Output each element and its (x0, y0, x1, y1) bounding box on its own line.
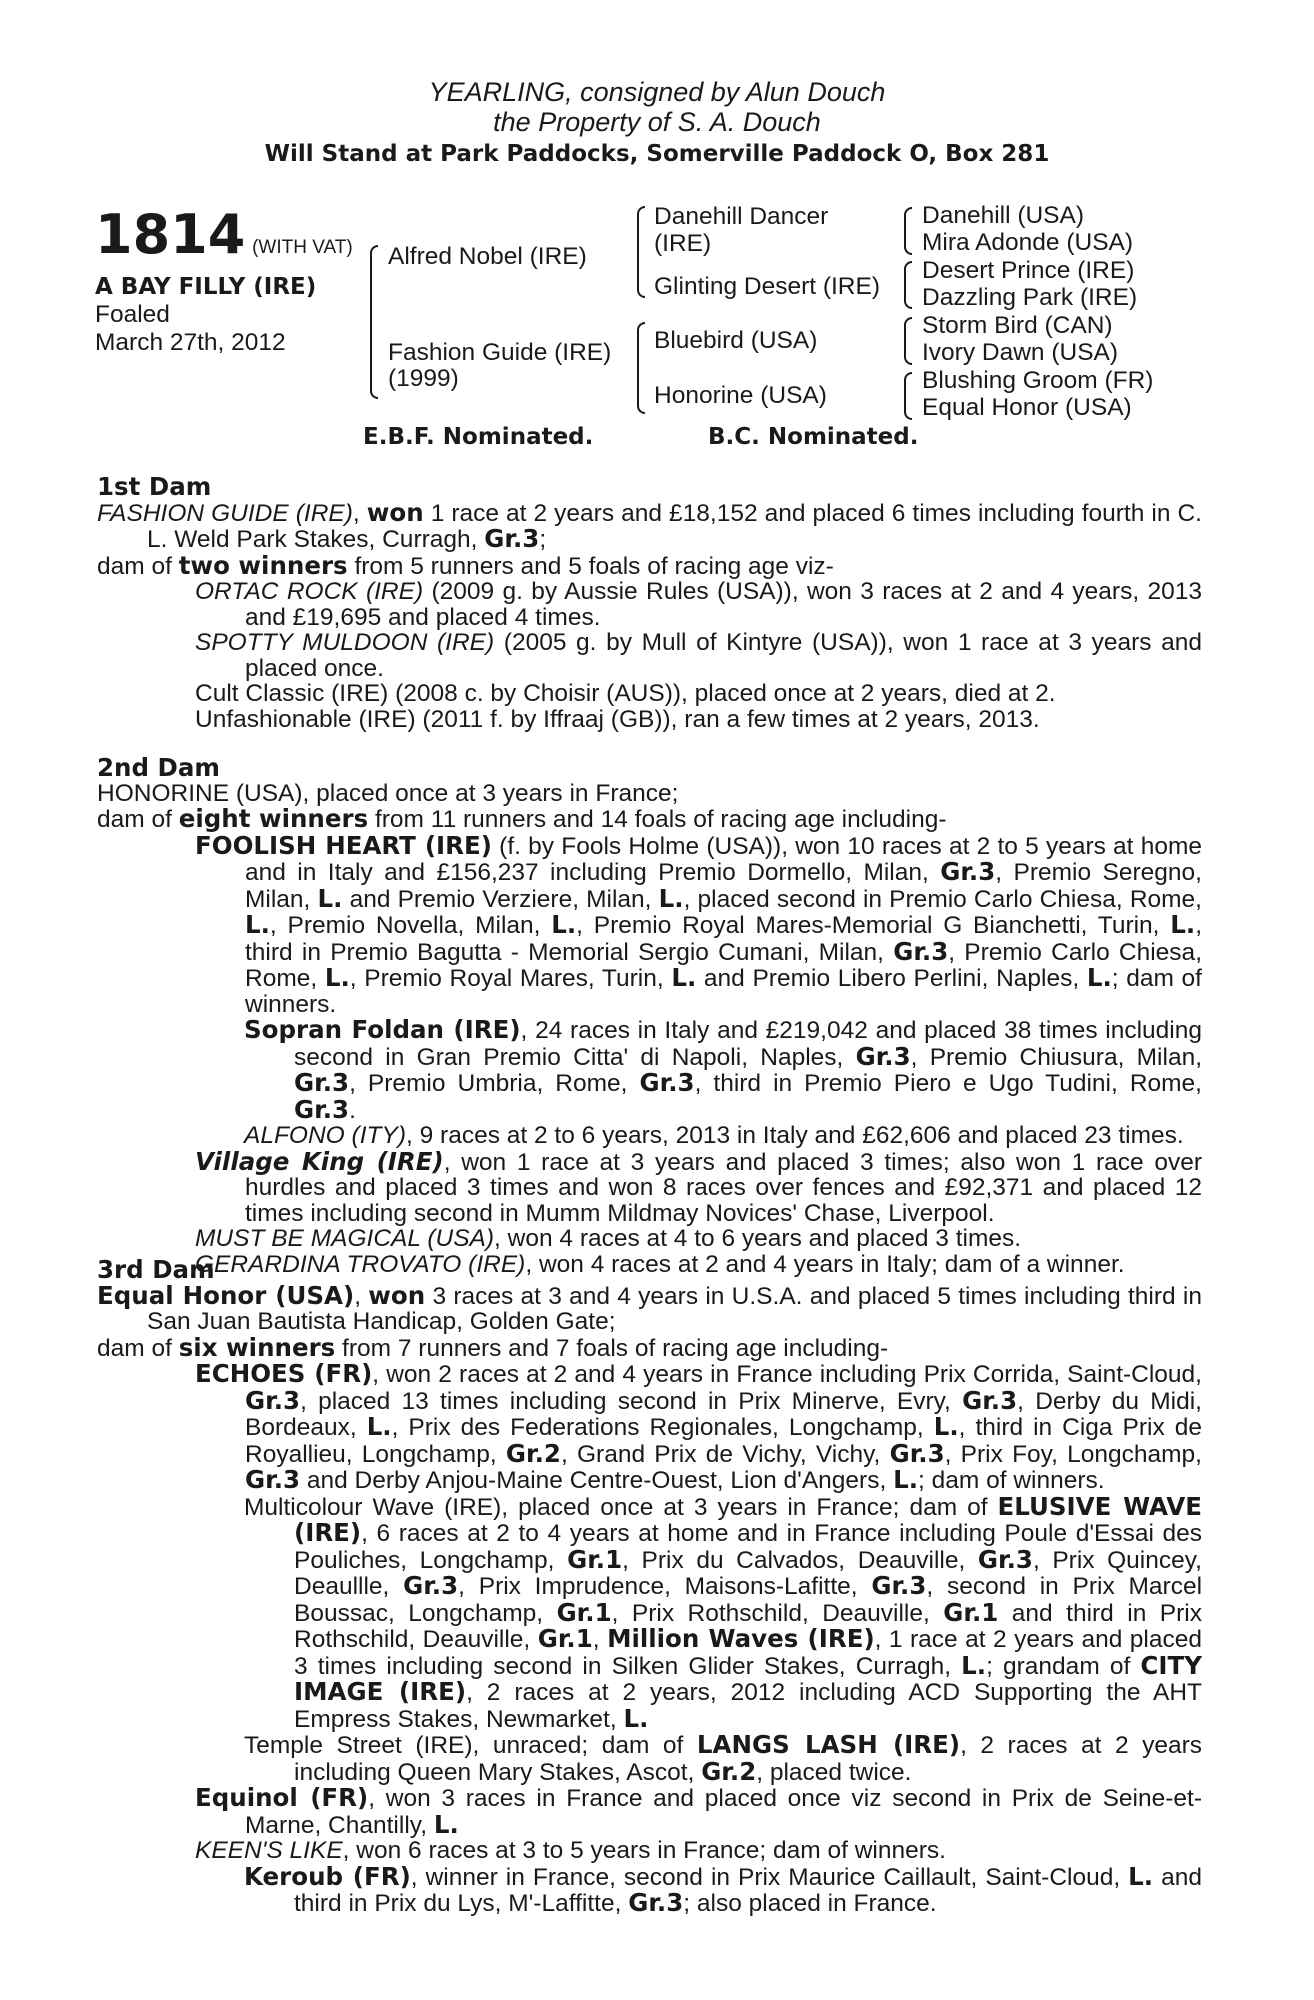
brace-g4 (904, 372, 912, 420)
lot-title: A BAY FILLY (IRE) (95, 274, 317, 300)
first-dam-produce-summary: dam of two winners from 5 runners and 5 foals of racing age viz- (97, 550, 834, 580)
produce-village-king: Village King (IRE), won 1 race at 3 years and placed 3 times; also won 1 race over hurdles and placed 3 times and won 8 races over fences and £92,371 and placed 12 times including second in Mumm Mildmay Novices' Chase, Liverpool. (195, 1146, 1202, 1227)
gs-dss: Storm Bird (CAN) (922, 312, 1113, 339)
stand-location: Will Stand at Park Paddocks, Somerville Paddock O, Box 281 (264, 141, 1050, 167)
bc-nominated: B.C. Nominated. (708, 424, 919, 450)
vat-note: (WITH VAT) (252, 237, 353, 258)
brace-g2 (904, 261, 912, 309)
pedigree-brace-dam (637, 322, 645, 414)
second-dam-record: HONORINE (USA), placed once at 3 years in France; (97, 779, 679, 807)
property-line: the Property of S. A. Douch (493, 107, 821, 137)
second-dam-section (97, 755, 1202, 1277)
lot-number: 1814 (95, 203, 246, 266)
gs-sds: Desert Prince (IRE) (922, 257, 1135, 284)
produce-echoes: ECHOES (FR), won 2 races at 2 and 4 years in France including Prix Corrida, Saint-Cloud, Gr.3, placed 13 times including second in Prix Minerve, Evry, Gr.3, Derby du Midi, Bordeaux, L., Prix des Federations Regionales, Longchamp, L., third in Ciga Prix de Royallieu, Longchamp, Gr.2, Grand Prix de Vichy, Vichy, Gr.3, Prix Foy, Longchamp, Gr.3 and Derby Anjou-Maine Centre-Ouest, Lion d'Angers, L.; dam of winners. (195, 1359, 1202, 1494)
produce-equinol: Equinol (FR), won 3 races in France and placed once viz second in Prix de Seine-et-Marne, Chantilly, L. (195, 1783, 1202, 1839)
gs-ddd: Equal Honor (USA) (922, 394, 1132, 421)
dam-sire: Bluebird (USA) (654, 327, 818, 354)
foaled-date: March 27th, 2012 (95, 329, 286, 356)
gs-sdd: Dazzling Park (IRE) (922, 284, 1138, 311)
produce-keens-like: KEEN'S LIKE, won 6 races at 3 to 5 years in France; dam of winners. (195, 1837, 946, 1864)
produce-cult-classic: Cult Classic (IRE) (2008 c. by Choisir (AUS)), placed once at 2 years, died at 2. (195, 680, 1056, 707)
sire-sire-line2: (IRE) (654, 230, 712, 257)
brace-g1 (904, 207, 912, 255)
produce-alfono: ALFONO (ITY), 9 races at 2 to 6 years, 2013 in Italy and £62,606 and placed 23 times. (244, 1122, 1184, 1149)
produce-spotty-muldoon: SPOTTY MULDOON (IRE) (2005 g. by Mull of Kintyre (USA)), won 1 race at 3 years and placed once. (195, 629, 1202, 682)
third-dam-section (97, 1257, 1202, 1917)
brace-g3 (904, 317, 912, 365)
produce-foolish-heart: FOOLISH HEART (IRE) (f. by Fools Holme (USA)), won 10 races at 2 to 5 years at home and in Italy and £156,237 including Premio Dormello, Milan, Gr.3, Premio Seregno, Milan, L. and Premio Verziere, Milan, L., placed second in Premio Carlo Chiesa, Rome, L., Premio Novella, Milan, L., Premio Royal Mares-Memorial G Bianchetti, Turin, L., third in Premio Bagutta - Memorial Sergio Cumani, Milan, Gr.3, Premio Carlo Chiesa, Rome, L., Premio Royal Mares, Turin, L. and Premio Libero Perlini, Naples, L.; dam of winners. (195, 830, 1202, 1018)
second-dam-heading: 2nd Dam (97, 753, 220, 782)
dam-line1: Fashion Guide (IRE) (388, 339, 612, 366)
third-dam-record: Equal Honor (USA), won 3 races at 3 and 4 years in U.S.A. and placed 5 times including third in San Juan Bautista Handicap, Golden Gate; (97, 1280, 1202, 1335)
produce-ortac-rock: ORTAC ROCK (IRE) (2009 g. by Aussie Rules (USA)), won 3 races at 2 and 4 years, 2013 and £19,695 and placed 4 times. (195, 578, 1202, 631)
sire-sire-line1: Danehill Dancer (654, 203, 829, 230)
sire-dam: Glinting Desert (IRE) (654, 273, 881, 300)
sire: Alfred Nobel (IRE) (388, 243, 587, 270)
produce-temple-street: Temple Street (IRE), unraced; dam of LANGS LASH (IRE), 2 races at 2 years including Queen Mary Stakes, Ascot, Gr.2, placed twice. (244, 1730, 1203, 1786)
pedigree-brace-main (370, 245, 378, 399)
gs-sss: Danehill (USA) (922, 202, 1085, 229)
dam-dam: Honorine (USA) (654, 382, 827, 409)
produce-unfashionable: Unfashionable (IRE) (2011 f. by Iffraaj (GB)), ran a few times at 2 years, 2013. (195, 705, 1040, 733)
lot-number-row (95, 203, 353, 266)
dam-line2: (1999) (388, 365, 459, 392)
first-dam-heading: 1st Dam (97, 472, 212, 501)
produce-gerardina-trovato: GERARDINA TROVATO (IRE), won 4 races at 2 and 4 years in Italy; dam of a winner. (195, 1250, 1125, 1278)
consignor-line: YEARLING, consigned by Alun Douch (428, 77, 886, 107)
ebf-nominated: E.B.F. Nominated. (363, 424, 594, 450)
produce-multicolour-wave: Multicolour Wave (IRE), placed once at 3 years in France; dam of ELUSIVE WAVE (IRE), 6 races at 2 to 4 years at home and in France including Poule d'Essai des Pouliches, Longchamp, Gr.1, Prix du Calvados, Deauville, Gr.3, Prix Quincey, Deaullle, Gr.3, Prix Imprudence, Maisons-Lafitte, Gr.3, second in Prix Marcel Boussac, Longchamp, Gr.1, Prix Rothschild, Deauville, Gr.1 and third in Prix Rothschild, Deauville, Gr.1, Million Waves (IRE), 1 race at 2 years and placed 3 times including second in Silken Glider Stakes, Curragh, L.; grandam of CITY IMAGE (IRE), 2 races at 2 years, 2012 including ACD Supporting the AHT Empress Stakes, Newmarket, L. (244, 1491, 1203, 1733)
second-dam-produce-summary: dam of eight winners from 11 runners and 14 foals of racing age including- (97, 804, 947, 833)
first-dam-record: FASHION GUIDE (IRE), won 1 race at 2 years and £18,152 and placed 6 times including fourth in C. L. Weld Park Stakes, Curragh, Gr.3; (97, 497, 1202, 553)
foaled-label: Foaled (95, 301, 170, 328)
produce-must-be-magical: MUST BE MAGICAL (USA), won 4 races at 4 to 6 years and placed 3 times. (195, 1225, 1022, 1252)
produce-sopran-foldan: Sopran Foldan (IRE), 24 races in Italy and £219,042 and placed 38 times including second in Gran Premio Citta' di Napoli, Naples, Gr.3, Premio Chiusura, Milan, Gr.3, Premio Umbria, Rome, Gr.3, third in Premio Piero e Ugo Tudini, Rome, Gr.3. (244, 1015, 1202, 1124)
pedigree-brace-sire (637, 206, 645, 298)
produce-keroub: Keroub (FR), winner in France, second in Prix Maurice Caillault, Saint-Cloud, L. and third in Prix du Lys, M'-Laffitte, Gr.3; also placed in France. (244, 1861, 1202, 1917)
gs-dds: Blushing Groom (FR) (922, 367, 1154, 394)
third-dam-produce-summary: dam of six winners from 7 runners and 7 foals of racing age including- (97, 1332, 889, 1362)
first-dam-section (97, 474, 1202, 732)
gs-dsd: Ivory Dawn (USA) (922, 339, 1119, 366)
third-dam-heading: 3rd Dam (97, 1255, 215, 1284)
gs-ssd: Mira Adonde (USA) (922, 229, 1134, 256)
